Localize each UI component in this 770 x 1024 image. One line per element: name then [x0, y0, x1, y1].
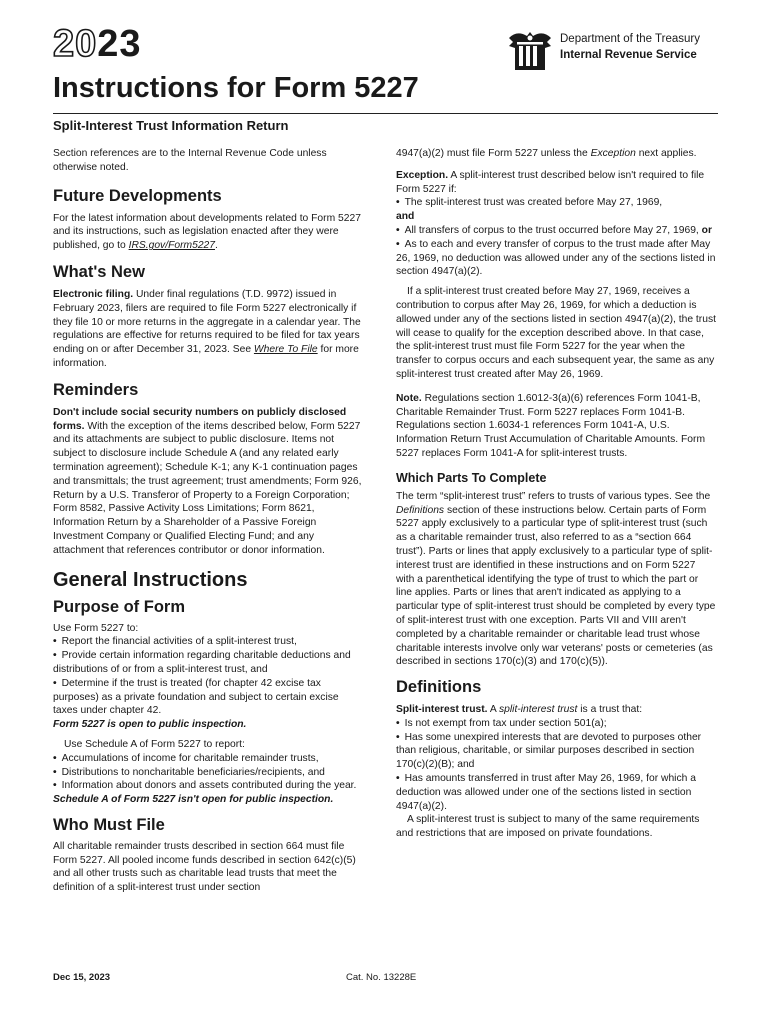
- intro-text: Section references are to the Internal Revenue Code unless otherwise noted.: [53, 148, 327, 173]
- reminders-paragraph: Don't include social security numbers on publicly disclosed forms. With the exception of the items described below, Form 5227 and its attachments are subject to public disclosure. Items not subject to disclosure include Schedule A (and any related early termination agreement); Schedule K-1; any K-1 continuation pages and transmittals; the trust agreement; trust amendments; Form 926, Return by a U.S. Transferor of Property to a Foreign Corporation; Form 8582, Passive Activity Loss Limitations; Form 8621, Information Return by a Shareholder of a Passive Foreign Investment Company or Qualified Electing Fund; and any attachment that references contributor or donor information.: [53, 406, 362, 556]
- left-column: [53, 147, 365, 895]
- list-item: • Information about donors and assets contributed during the year.: [53, 779, 365, 793]
- continuation-paragraph: 4947(a)(2) must file Form 5227 unless the Exception next applies.: [396, 148, 697, 159]
- irs-eagle-logo-icon: [505, 28, 555, 74]
- form-year: 2023: [53, 23, 142, 65]
- list-item: • As to each and every transfer of corpus to the trust made after May 26, 1969, no deduction was allowed under any of the sections listed in section 4947(a)(2).: [396, 238, 716, 279]
- right-column: [396, 147, 716, 841]
- heading-reminders: Reminders: [53, 380, 139, 399]
- which-parts-paragraph: The term “split-interest trust” refers to trusts of various types. See the Definitions section of these instructions below. Certain parts of Form 5227 apply exclusively to a particular type of split-interest trust (such as a charitable remainder trust, also referred to as a “section 664 trust”). Parts or lines that apply exclusively to a particular type of split-interest trust are identified in these instructions and on Form 5227 with a parenthetical identifying the type of trust to which the part or line applies. Parts or lines that aren't indicated as applying to a particular type of split-interest trust should be completed by every type of split-interest trust with one exception. Parts VII and VIII aren't completed by a charitable remainder or charitable lead trust whose charitable interests involve only war veterans' posts or cemeteries (as described in sections 170(c)(3) and 170(c)(5)).: [396, 490, 716, 668]
- schedule-a-private-note: Schedule A of Form 5227 isn't open for public inspection.: [53, 794, 334, 806]
- footer-catalog-number: Cat. No. 13228E: [346, 972, 417, 983]
- list-item: • All transfers of corpus to the trust occurred before May 27, 1969, or: [396, 224, 716, 238]
- who-must-file-paragraph: All charitable remainder trusts described in section 664 must file Form 5227. All pooled income funds described in section 642(c)(5) and all other trusts such as charitable lead trusts that meet the definition of a split-interest trust under section: [53, 840, 356, 894]
- page-subtitle: Split-Interest Trust Information Return: [53, 118, 289, 133]
- definition-detail-paragraph: A split-interest trust is subject to many of the same requirements and restrictions that are imposed on private foundations.: [396, 814, 700, 840]
- list-item: • Accumulations of income for charitable remainder trusts,: [53, 752, 365, 766]
- and-connector: and: [396, 211, 415, 223]
- whats-new-paragraph: Electronic filing. Under final regulations (T.D. 9972) issued in February 2023, filers are required to file Form 5227 electronically if they file 10 or more returns in the aggregate in a calendar year. The regulations are effective for returns required to be filed for tax years ending on or after December 31, 2023. See Where To File for more information.: [53, 288, 361, 369]
- list-item: • Report the financial activities of a split-interest trust,: [53, 635, 365, 649]
- irs-form5227-link[interactable]: IRS.gov/Form5227: [128, 240, 215, 252]
- heading-purpose-of-form: Purpose of Form: [53, 597, 186, 616]
- heading-who-must-file: Who Must File: [53, 815, 165, 834]
- exception-detail-paragraph: If a split-interest trust created before May 27, 1969, receives a contribution to corpus after May 26, 1969, for which a deduction is allowed under any of the sections listed in section 4947(a)(2), the trust will cease to qualify for the exception described above. In that case, the split-interest trust must file Form 5227 for the year when the transfer to corpus occurs and each subsequent year, the same as any split-interest trust created after May 26, 1969.: [396, 286, 716, 380]
- title-divider: [53, 113, 718, 114]
- where-to-file-link[interactable]: Where To File: [253, 344, 318, 356]
- purpose-intro: Use Form 5227 to:: [53, 622, 139, 634]
- list-item: • Provide certain information regarding charitable deductions and distributions of or from a split-interest trust, and: [53, 649, 365, 677]
- heading-general-instructions: General Instructions: [53, 568, 248, 591]
- public-inspection-note: Form 5227 is open to public inspection.: [53, 719, 247, 731]
- schedule-a-intro: Use Schedule A of Form 5227 to report:: [64, 738, 245, 750]
- department-label: Department of the Treasury Internal Revenue Service: [560, 33, 700, 61]
- page-title: Instructions for Form 5227: [53, 72, 419, 104]
- heading-which-parts: Which Parts To Complete: [396, 470, 547, 485]
- list-item: • Is not exempt from tax under section 501(a);: [396, 717, 716, 731]
- note-paragraph: Note. Regulations section 1.6012-3(a)(6) references Form 1041-B, Charitable Remainder Trust. Form 5227 replaces Form 1041-B. Regulations section 1.6034-1 references Form 1041-A, U.S. Information Return Trust Accumulation of Charitable Amounts. Form 5227 replaces Form 1041-A for split-interest trusts.: [396, 392, 706, 459]
- list-item: • Has some unexpired interests that are devoted to purposes other than religious, charitable, or similar purposes described in section 170(c)(2)(B); and: [396, 731, 716, 772]
- list-item: • The split-interest trust was created before May 27, 1969,: [396, 196, 716, 210]
- heading-whats-new: What's New: [53, 262, 145, 281]
- exception-paragraph: Exception. A split-interest trust described below isn't required to file Form 5227 if:: [396, 169, 705, 195]
- heading-future-developments: Future Developments: [53, 186, 222, 205]
- definition-paragraph: Split-interest trust. A split-interest trust is a trust that:: [396, 704, 643, 716]
- list-item: • Has amounts transferred in trust after May 26, 1969, for which a deduction was allowed under one of the sections listed in section 4947(a)(2).: [396, 772, 716, 813]
- list-item: • Determine if the trust is treated (for chapter 42 excise tax purposes) as a private foundation and subject to certain excise taxes under chapter 42.: [53, 677, 365, 718]
- heading-definitions: Definitions: [396, 678, 482, 697]
- list-item: • Distributions to noncharitable beneficiaries/recipients, and: [53, 766, 365, 780]
- future-paragraph: For the latest information about developments related to Form 5227 and its instructions, such as legislation enacted after they were published, go to IRS.gov/Form5227.: [53, 212, 361, 252]
- footer-date: Dec 15, 2023: [53, 972, 111, 983]
